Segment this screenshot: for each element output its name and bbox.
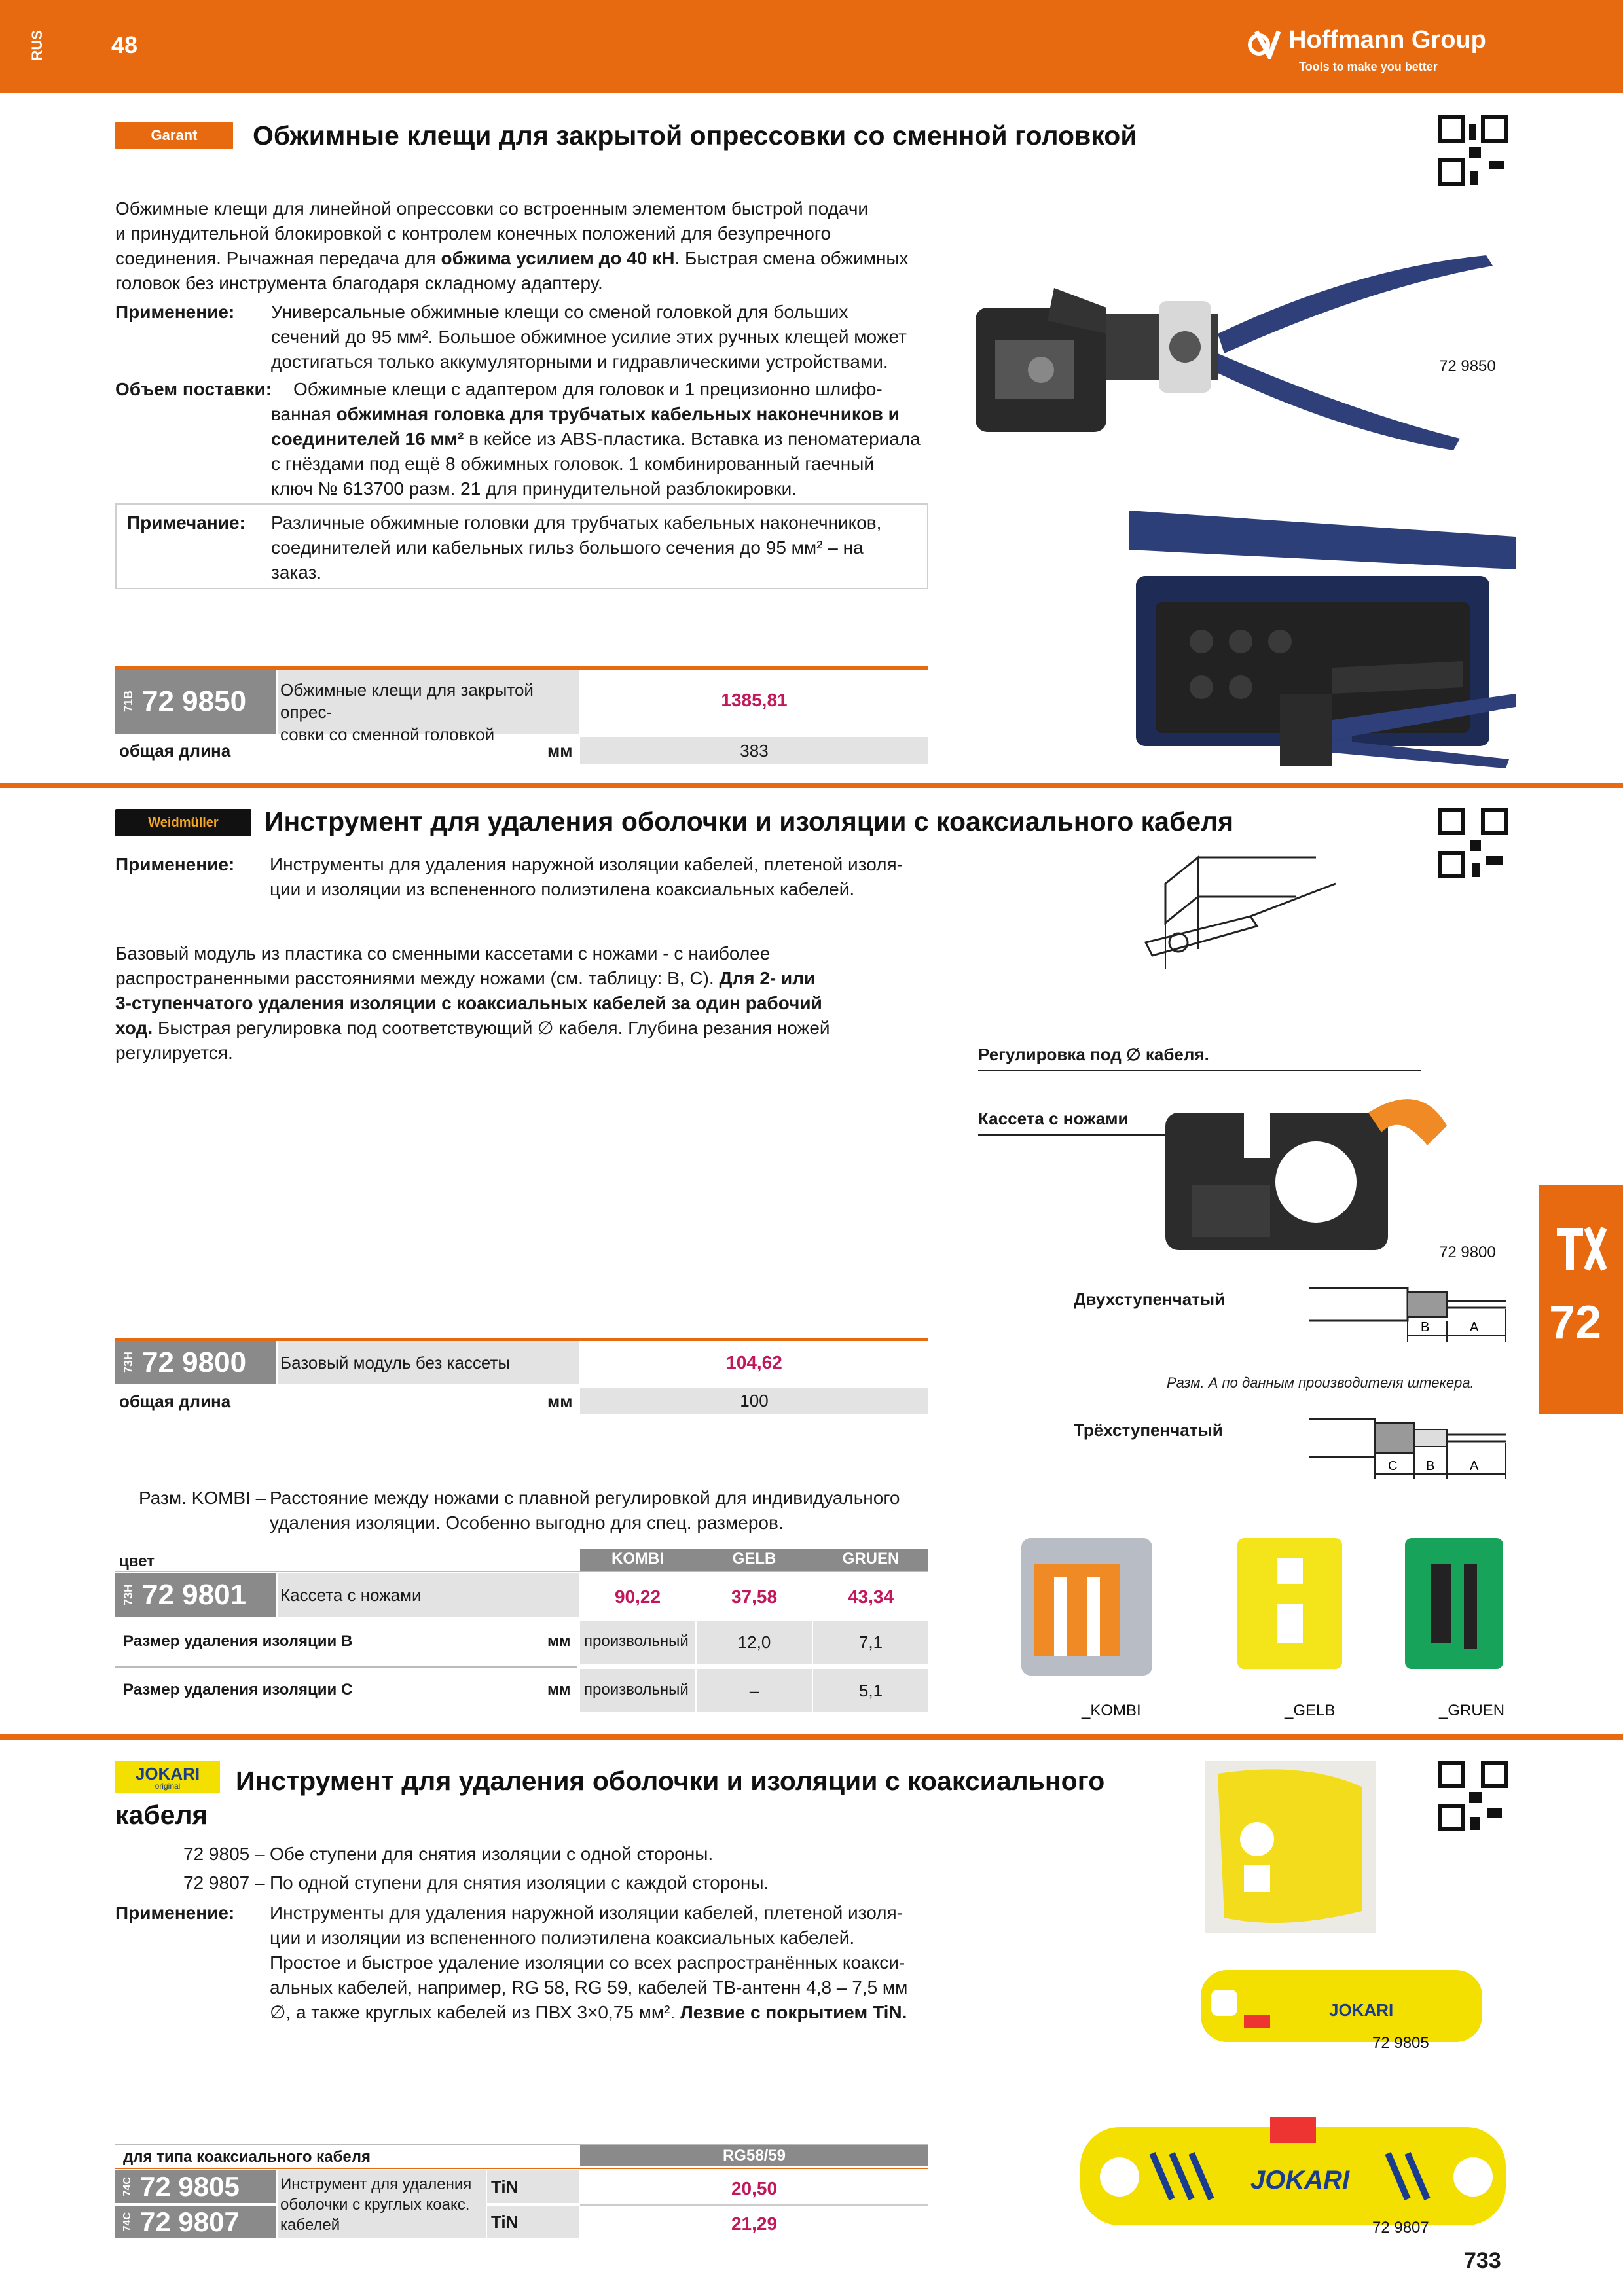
item-code-2: 72 9807 – — [183, 1873, 265, 1893]
s2-description: Базовый модуль из пластика со сменными кассетами с ножами - с наиболее распространенными расстояниями между ножами (см. таблицу: B, C). Для 2- или 3-ступенчатого удаления изоляции с коаксиальных кабелей за один рабочий ход. Быстрая регулировка под соответствующий ∅ кабеля. Глубина резания ножей регулируется. — [115, 943, 830, 1063]
section3-title-l2: кабеля — [115, 1800, 208, 1830]
two-step-label: Двухступенчатый — [1074, 1289, 1226, 1309]
coax-stripper-photo — [976, 1054, 1512, 1270]
thumb-label-gelb: _GELB — [1285, 1702, 1336, 1719]
photo-label-729800: 72 9800 — [1439, 1244, 1496, 1261]
product-name-cell: Инструмент для удаления оболочки с круглых коакс. кабелей — [278, 2170, 486, 2238]
row-label-b: Размер удаления изоляции B — [123, 1632, 353, 1650]
unit-mm: мм — [547, 1632, 571, 1650]
chapter-number: 72 — [1549, 1297, 1602, 1349]
product-name-cell: Обжимные клещи для закрытой опрес- совки со сменной головкой — [278, 670, 579, 734]
jokari-closeup-photo — [1205, 1761, 1376, 1933]
item-text-2: По одной ступени для снятия изоляции с каждой стороны. — [270, 1873, 769, 1893]
b-gruen: 7,1 — [813, 1621, 928, 1664]
price-kombi: 90,22 — [614, 1587, 661, 1607]
section1-description: Обжимные клещи для линейной опрессовки со встроенным элементом быстрой подачи и принудительной блокировкой с контролем конечных положений для безупречного соединения. Рычажная передача для обжима усилием до 40 кН. Быстрая смена обжимных головок без инструмента благодаря складному адаптеру. — [115, 198, 909, 293]
jokari-729805-photo — [1198, 1957, 1486, 2055]
price-729850: 1385,81 — [721, 690, 788, 710]
dim-b: B — [1426, 1459, 1435, 1473]
article-cell-729850[interactable]: 71B 72 9850 — [115, 670, 276, 734]
dim-b: B — [1421, 1320, 1430, 1335]
s3-app-label: Применение: — [115, 1903, 235, 1923]
s1-supply-l1: Обжимные клещи с адаптером для головок и 1 прецизионно шлифо- — [293, 379, 883, 399]
cable-stripping-drawing — [1139, 844, 1355, 975]
price-729807: 21,29 — [731, 2214, 778, 2234]
article-cell-729807[interactable]: 74C 72 9807 — [115, 2206, 276, 2238]
dim-a: A — [1470, 1320, 1479, 1335]
header-bar — [0, 0, 1623, 93]
jokari-729807-photo — [1080, 2108, 1512, 2232]
row-label-length: общая длина — [119, 1391, 231, 1411]
color-header: KOMBI GELB GRUEN — [580, 1549, 928, 1571]
item-text-1: Обе ступени для снятия изоляции с одной стороны. — [270, 1844, 714, 1864]
weidmuller-logo: Weidmüller — [115, 809, 251, 836]
b-gelb: 12,0 — [697, 1621, 812, 1664]
c-gelb: – — [697, 1669, 812, 1712]
s1-supply: ванная обжимная головка для трубчатых кабельных наконечников и соединителей 16 мм² в кейсе из ABS-пластика. Вставка из пеноматериала с гнёздами под ещё 8 обжимных головок. 1 комбинированный гаечный ключ № 613700 разм. 21 для принудительной разблокировки. — [271, 404, 921, 499]
two-step-diagram — [1309, 1283, 1519, 1348]
three-step-diagram — [1309, 1414, 1519, 1486]
tools-icon — [1554, 1224, 1607, 1276]
coating-1: TiN — [487, 2170, 579, 2203]
item-code-1: 72 9805 – — [183, 1844, 265, 1864]
s1-supply-label: Объем поставки: — [115, 379, 272, 399]
s1-app-label: Применение: — [115, 302, 235, 322]
kombi-text: Расстояние между ножами с плавной регулировкой для индивидуального удаления изоляции. Особенно выгодно для спец. размеров. — [270, 1488, 900, 1533]
price-gelb: 37,58 — [731, 1587, 778, 1607]
photo-label-729805: 72 9805 — [1372, 2034, 1429, 2052]
hoffmann-logo-icon — [1247, 26, 1286, 59]
tool-case-photo — [1123, 497, 1522, 772]
jokari-logo: JOKARI original — [115, 1761, 220, 1793]
c-gruen: 5,1 — [813, 1669, 928, 1712]
cassette-kombi-photo — [1015, 1525, 1165, 1682]
s1-application: Универсальные обжимные клещи со сменой головкой для больших сечений до 95 мм². Большое обжимное усилие этих ручных клещей может достигаться только аккумуляторными и гидравлическими устройствами. — [271, 302, 907, 372]
language-code: RUS — [29, 30, 45, 61]
page-number-left: 48 — [111, 31, 138, 58]
svg-text:JOKARI: JOKARI — [1329, 2000, 1394, 2020]
price-gruen: 43,34 — [847, 1587, 894, 1607]
brand-name: Hoffmann Group — [1288, 26, 1486, 54]
photo-label-729850: 72 9850 — [1439, 357, 1496, 375]
article-cell-729800[interactable]: 73H 72 9800 — [115, 1341, 276, 1384]
callout-adjust: Регулировка под ∅ кабеля. — [978, 1045, 1209, 1064]
price-729800: 104,62 — [726, 1352, 782, 1372]
chapter-tab[interactable] — [1539, 1185, 1623, 1414]
color-label: цвет — [119, 1552, 155, 1570]
unit-mm: мм — [547, 1391, 573, 1411]
dimension-note: Разм. А по данным производителя штекера. — [1167, 1374, 1474, 1391]
thumb-label-kombi: _KOMBI — [1082, 1702, 1141, 1719]
note-box — [115, 503, 928, 589]
thumb-label-gruen: _GRUEN — [1439, 1702, 1505, 1719]
note-label: Примечание: — [127, 512, 246, 533]
article-cell-729801[interactable]: 73H 72 9801 — [115, 1573, 276, 1617]
section1-title: Обжимные клещи для закрытой опрессовки со сменной головкой — [253, 120, 1137, 151]
three-step-label: Трёхступенчатый — [1074, 1420, 1223, 1440]
section3-title-l1: Инструмент для удаления оболочки и изоляции с коаксиального — [236, 1766, 1105, 1796]
unit-mm: мм — [547, 1681, 571, 1698]
length-value: 383 — [580, 737, 928, 764]
coating-2: TiN — [487, 2206, 579, 2238]
section2-title: Инструмент для удаления оболочки и изоляции с коаксиального кабеля — [264, 806, 1234, 836]
cassette-gruen-photo — [1398, 1525, 1510, 1682]
coax-type-label: для типа коаксиального кабеля — [123, 2148, 371, 2166]
c-kombi: произвольный — [584, 1681, 689, 1698]
dim-c: C — [1388, 1459, 1398, 1473]
qr-code-icon[interactable] — [1438, 1761, 1508, 1831]
s2-application: Инструменты для удаления наружной изоляции кабелей, плетеной изоля- ции и изоляции из вспененного полиэтилена коаксиальных кабелей. — [270, 854, 903, 899]
brand-tagline: Tools to make you better — [1299, 60, 1438, 73]
qr-code-icon[interactable] — [1438, 808, 1508, 878]
section-divider — [0, 783, 1623, 788]
section-divider — [0, 1734, 1623, 1740]
s2-app-label: Применение: — [115, 854, 235, 874]
product-name-cell: Базовый модуль без кассеты — [278, 1341, 579, 1384]
kombi-label: Разм. KOMBI – — [139, 1488, 266, 1508]
s3-application: Инструменты для удаления наружной изоляции кабелей, плетеной изоля- ции и изоляции из вспененного полиэтилена коаксиальных кабелей. Простое и быстрое удаление изоляции со всех распространённых коакси- альных кабелей, например, RG 58, RG 59, кабелей ТВ-антенн 4,8 – 7,5 мм ∅, а также круглых кабелей из ПВХ 3×0,75 мм². Лезвие с покрытием TiN. — [270, 1903, 908, 2022]
garant-logo: Garant — [115, 122, 233, 149]
article-cell-729805[interactable]: 74C 72 9805 — [115, 2170, 276, 2203]
cassette-gelb-photo — [1231, 1525, 1349, 1682]
photo-label-729807: 72 9807 — [1372, 2219, 1429, 2236]
page-number-right: 733 — [1464, 2248, 1501, 2273]
product-name-cell: Кассета с ножами — [278, 1573, 579, 1617]
row-label-length: общая длина — [119, 741, 231, 761]
length-value: 100 — [580, 1388, 928, 1414]
crimping-pliers-photo — [962, 242, 1519, 452]
price-729805: 20,50 — [731, 2178, 778, 2198]
qr-code-icon[interactable] — [1438, 115, 1508, 186]
callout-cassette: Кассета с ножами — [978, 1109, 1129, 1128]
row-label-c: Размер удаления изоляции C — [123, 1681, 353, 1698]
jokari-label: JOKARI — [1250, 2166, 1350, 2195]
dim-a: A — [1470, 1459, 1479, 1473]
rg-column-header: RG58/59 — [580, 2145, 928, 2166]
b-kombi: произвольный — [584, 1632, 689, 1650]
note-text: Различные обжимные головки для трубчатых кабельных наконечников, соединителей или кабельных гильз большого сечения до 95 мм² – на заказ. — [271, 512, 882, 583]
unit-mm: мм — [547, 741, 573, 761]
